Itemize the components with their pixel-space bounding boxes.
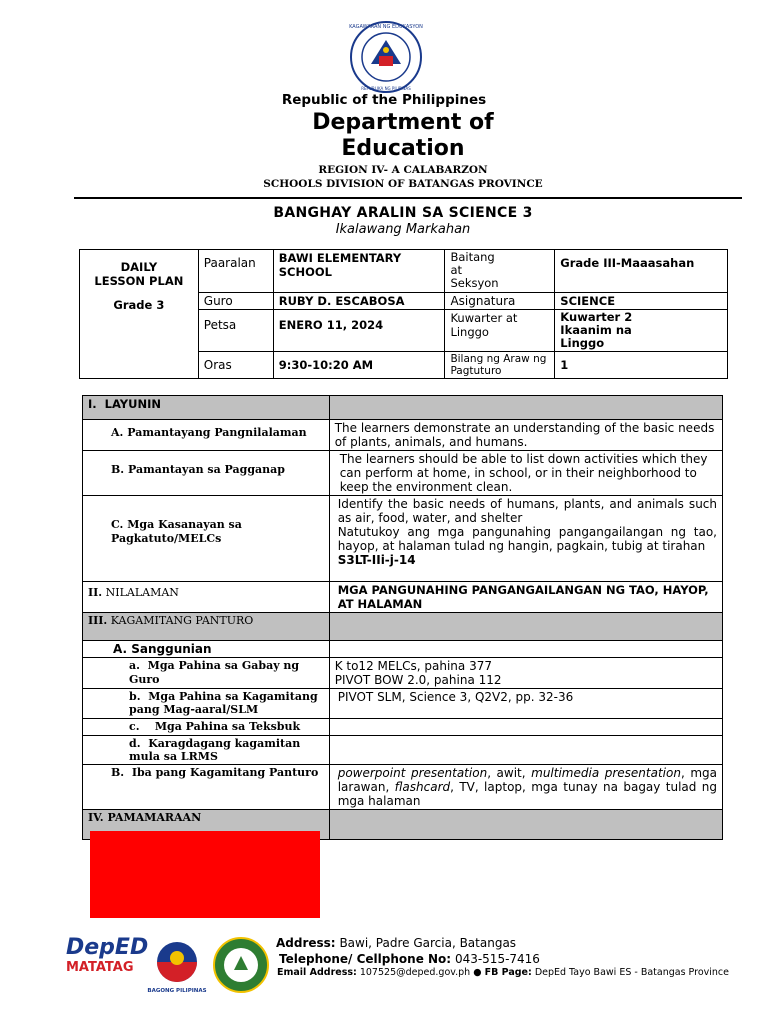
item-b-iba-number: B. xyxy=(111,766,125,779)
lesson-info-table xyxy=(79,249,728,379)
lrms-label xyxy=(83,736,330,765)
item-d-small-number: d. xyxy=(129,737,141,750)
footer-contact xyxy=(277,967,729,978)
dlp-cell xyxy=(80,250,199,379)
item-b-label: Pamantayan sa Pagganap xyxy=(127,463,285,476)
republic-heading: Republic of the Philippines xyxy=(281,92,487,108)
iba-value-3: multimedia presentation xyxy=(531,766,681,780)
bagong-pilipinas-text: BAGONG PILIPINAS xyxy=(147,988,207,994)
melcs-value xyxy=(329,496,722,582)
iba-value-2: , awit, xyxy=(487,766,532,780)
nilalaman-heading xyxy=(83,582,330,613)
dlp-line-1: DAILY xyxy=(120,260,158,274)
oras-value: 9:30-10:20 AM xyxy=(273,352,445,379)
row-lrms xyxy=(83,736,723,765)
baitang-label-line-3: Seksyon xyxy=(450,276,499,290)
red-redaction-box xyxy=(90,831,320,918)
pamamaraan-empty xyxy=(329,810,722,840)
pamamaraan-number: IV. xyxy=(88,811,104,824)
region-heading: REGION IV- A CALABARZON xyxy=(318,164,488,176)
layunin-empty xyxy=(329,396,722,420)
item-c-number: C. xyxy=(111,518,124,531)
baitang-label xyxy=(445,250,555,293)
address-label: Address: xyxy=(276,936,336,950)
deped-seal-logo xyxy=(349,20,423,94)
seal-outer-text: KAGAWARAN NG EDUKASYON xyxy=(349,24,423,30)
section-kagamitan xyxy=(83,613,723,641)
kuwarter-value xyxy=(555,310,728,352)
item-b-number: B. xyxy=(111,463,125,476)
petsa-value: ENERO 11, 2024 xyxy=(273,310,445,352)
melcs-label xyxy=(83,496,330,582)
grade-label: Grade 3 xyxy=(113,298,165,312)
layunin-heading xyxy=(83,396,330,420)
bilang-value: 1 xyxy=(555,352,728,379)
header-divider xyxy=(74,197,742,199)
teksbuk-text: Mga Pahina sa Teksbuk xyxy=(154,720,301,733)
gabay-guro-value-2: PIVOT BOW 2.0, pahina 112 xyxy=(334,673,502,687)
item-a-small-number: a. xyxy=(129,659,140,672)
kuwarter-value-line-2: Ikaanim na xyxy=(560,323,632,337)
bullet-separator: ● xyxy=(473,967,482,978)
iba-kagamitan-text: Iba pang Kagamitang Panturo xyxy=(131,766,319,779)
teksbuk-label xyxy=(83,719,330,736)
school-seal-logo xyxy=(212,936,270,994)
row-kagamitang-mag-aaral xyxy=(83,689,723,719)
kagamitan-number: III. xyxy=(88,614,108,627)
kagamitan-empty xyxy=(329,613,722,641)
iba-value-6: , TV, laptop, mga tunay na bagay tulad ng mga halaman xyxy=(337,780,717,808)
lesson-plan-subtitle: Ikalawang Markahan xyxy=(335,222,471,237)
iba-value-4: , mga larawan, xyxy=(337,766,718,794)
gabay-guro-value xyxy=(329,658,722,689)
nilalaman-number: II. xyxy=(88,586,103,599)
gabay-guro-text: Mga Pahina sa Gabay ng Guro xyxy=(129,659,300,686)
footer-address xyxy=(276,936,516,950)
kuwarter-label: Kuwarter at Linggo xyxy=(445,310,555,352)
guro-value: RUBY D. ESCABOSA xyxy=(273,293,445,310)
lrms-empty xyxy=(329,736,722,765)
paaralan-value: BAWI ELEMENTARY SCHOOL xyxy=(273,250,445,293)
deped-logo-text: DepED xyxy=(66,935,149,960)
pamantayang-pangnilalaman-value: The learners demonstrate an understanding of the basic needs of plants, animals, and humans. xyxy=(329,420,722,451)
division-heading: SCHOOLS DIVISION OF BATANGAS PROVINCE xyxy=(263,178,543,190)
nilalaman-label: NILALAMAN xyxy=(105,586,179,599)
section-nilalaman xyxy=(83,582,723,613)
iba-value-5: flashcard xyxy=(394,780,451,794)
baitang-value: Grade III-Maaasahan xyxy=(555,250,728,293)
row-sanggunian xyxy=(83,641,723,658)
melcs-english: Identify the basic needs of humans, plants, and animals such as air, food, water, and shelter xyxy=(337,497,717,525)
iba-kagamitan-value xyxy=(329,765,722,810)
nilalaman-value: MGA PANGUNAHING PANGANGAILANGAN NG TAO, HAYOP, AT HALAMAN xyxy=(329,582,722,613)
item-c-small-number: c. xyxy=(129,720,140,733)
lesson-plan-table xyxy=(82,395,723,840)
baitang-label-line-2: at xyxy=(450,263,462,277)
row-gabay-guro xyxy=(83,658,723,689)
deped-matatag-logo xyxy=(66,935,149,998)
department-line-1: Department of xyxy=(312,110,494,135)
melcs-filipino: Natutukoy ang mga pangunahing pangangailangan ng tao, hayop, at halaman tulad ng hangin, pagkain, tubig at tirahan xyxy=(337,525,717,553)
gabay-guro-label xyxy=(83,658,330,689)
fb-value: DepEd Tayo Bawi ES - Batangas Province xyxy=(534,967,729,978)
kagamitan-heading xyxy=(83,613,330,641)
phone-value: 043-515-7416 xyxy=(454,952,540,966)
email-value: 107525@deped.gov.ph xyxy=(359,967,471,978)
mag-aaral-value: PIVOT SLM, Science 3, Q2V2, pp. 32-36 xyxy=(329,689,722,719)
teksbuk-empty xyxy=(329,719,722,736)
iba-value-1: powerpoint presentation xyxy=(337,766,488,780)
phone-label: Telephone/ Cellphone No: xyxy=(279,952,452,966)
pamantayan-pagganap-value: The learners should be able to list down activities which they can perform at home, in school, or in their neighborhood to keep the environment clean. xyxy=(329,451,722,496)
lrms-text: Karagdagang kagamitan mula sa LRMS xyxy=(129,737,301,763)
row-iba-kagamitan xyxy=(83,765,723,810)
sanggunian-label: A. Sanggunian xyxy=(83,641,330,658)
paaralan-label: Paaralan xyxy=(198,250,273,293)
seal-inner-text: REPUBLIKA NG PILIPINAS xyxy=(361,86,411,91)
department-heading xyxy=(0,110,768,162)
item-b-small-number: b. xyxy=(129,690,141,703)
petsa-label: Petsa xyxy=(198,310,273,352)
kuwarter-value-line-3: Linggo xyxy=(560,336,605,350)
row-pamantayang-pangnilalaman xyxy=(83,420,723,451)
gabay-guro-value-1: K to12 MELCs, pahina 377 xyxy=(334,659,492,673)
email-label: Email Address: xyxy=(277,967,357,978)
pamamaraan-label: PAMAMARAAN xyxy=(107,811,202,824)
sanggunian-empty xyxy=(329,641,722,658)
kagamitan-label: KAGAMITANG PANTURO xyxy=(110,614,254,627)
oras-label: Oras xyxy=(198,352,273,379)
mag-aaral-text: Mga Pahina sa Kagamitang pang Mag-aaral/SLM xyxy=(129,690,318,716)
bagong-pilipinas-logo xyxy=(146,938,208,994)
baitang-label-line-1: Baitang xyxy=(450,250,495,264)
fb-label: FB Page: xyxy=(484,967,532,978)
info-row-paaralan xyxy=(80,250,728,293)
address-value: Bawi, Padre Garcia, Batangas xyxy=(339,936,517,950)
asignatura-value: SCIENCE xyxy=(555,293,728,310)
row-melcs xyxy=(83,496,723,582)
layunin-number: I. xyxy=(88,397,97,411)
department-line-2: Education xyxy=(341,136,465,161)
bilang-label: Bilang ng Araw ng Pagtuturo xyxy=(445,352,555,379)
section-layunin xyxy=(83,396,723,420)
item-a-number: A. xyxy=(111,426,124,439)
melcs-code: S3LT-IIi-j-14 xyxy=(337,553,416,567)
pamantayan-pagganap-label xyxy=(83,451,330,496)
row-teksbuk xyxy=(83,719,723,736)
matatag-text: MATATAG xyxy=(66,960,134,975)
pamantayang-pangnilalaman-label xyxy=(83,420,330,451)
mag-aaral-label xyxy=(83,689,330,719)
layunin-label: LAYUNIN xyxy=(104,397,161,411)
row-pamantayan-pagganap xyxy=(83,451,723,496)
lesson-plan-title: BANGHAY ARALIN SA SCIENCE 3 xyxy=(273,205,533,221)
kuwarter-value-line-1: Kuwarter 2 xyxy=(560,310,633,324)
item-c-label: Mga Kasanayan sa Pagkatuto/MELCs xyxy=(111,518,242,545)
item-a-label: Pamantayang Pangnilalaman xyxy=(127,426,307,439)
asignatura-label: Asignatura xyxy=(445,293,555,310)
footer-phone xyxy=(279,952,540,966)
dlp-line-2: LESSON PLAN xyxy=(94,274,184,288)
iba-kagamitan-label xyxy=(83,765,330,810)
guro-label: Guro xyxy=(198,293,273,310)
